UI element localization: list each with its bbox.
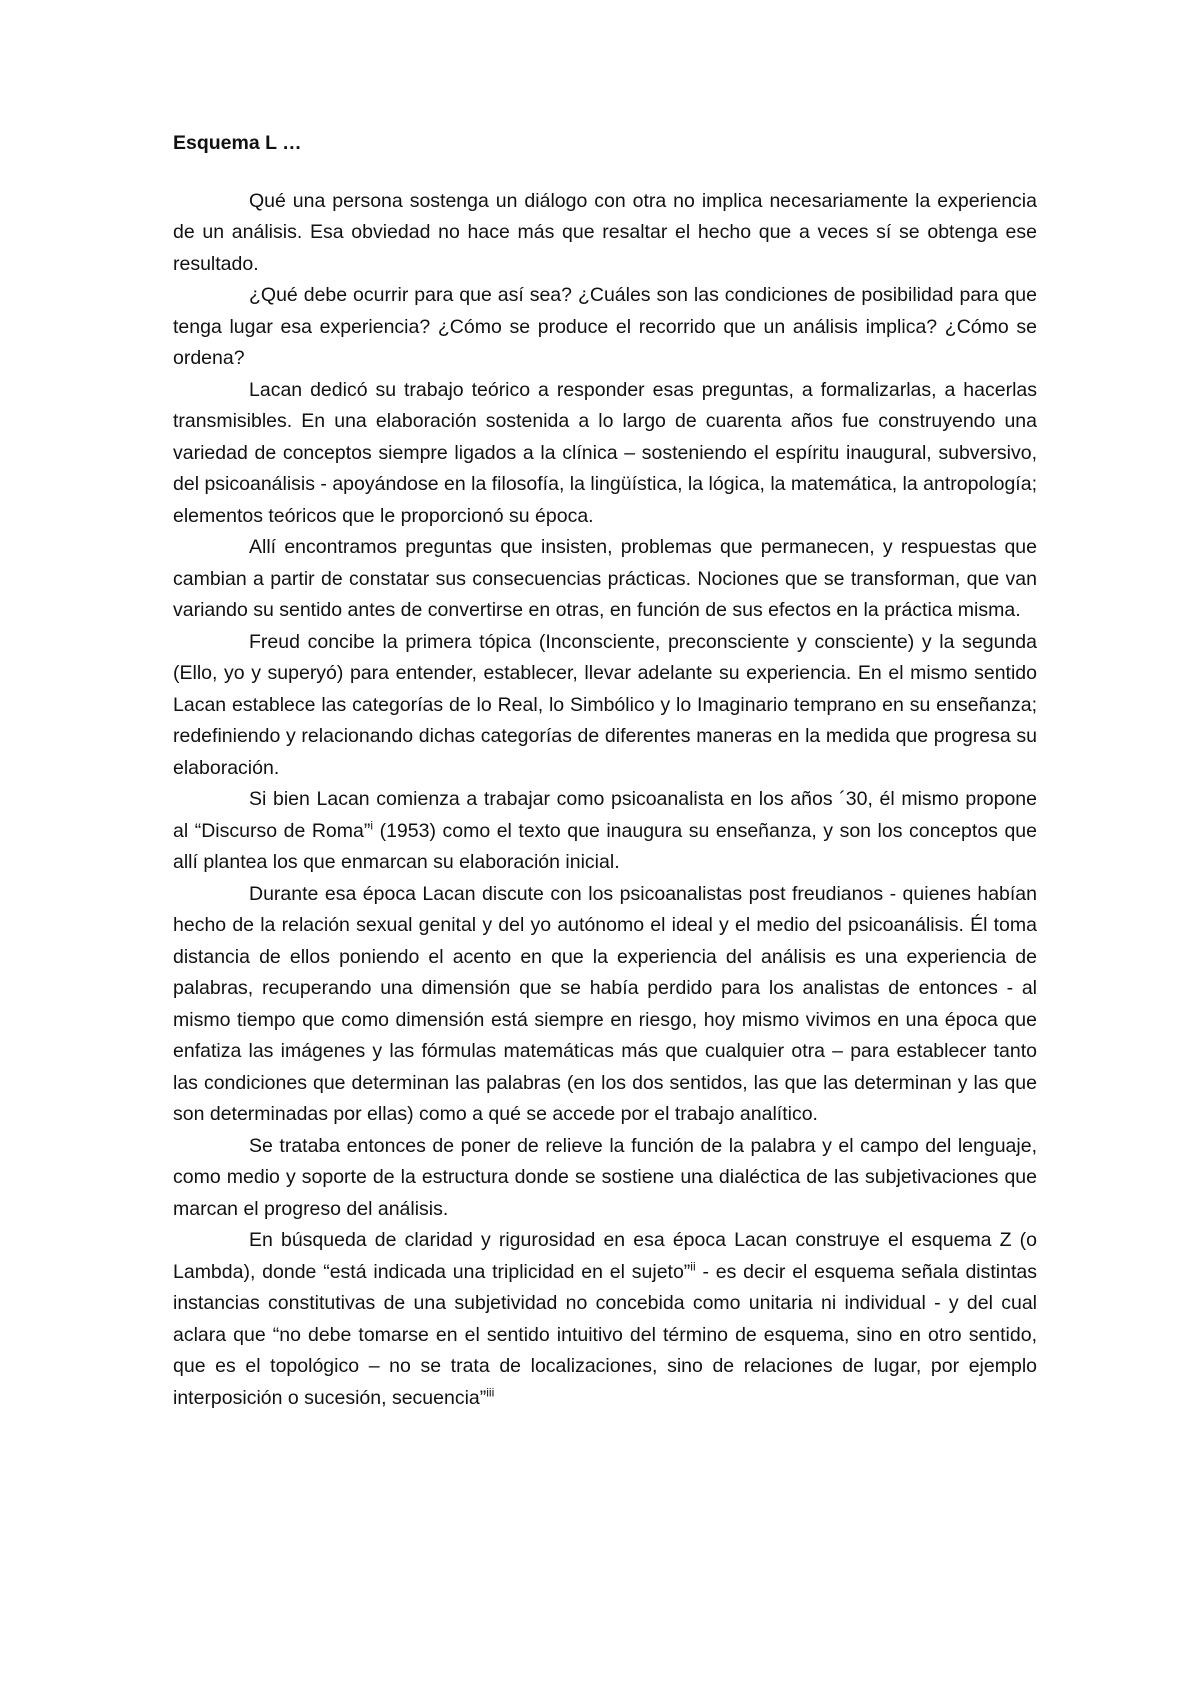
paragraph-8 bbox=[173, 1131, 1037, 1226]
document-title: Esquema L … bbox=[173, 132, 302, 154]
paragraph-text-cont: - es decir el esquema señala distintas instancias constitutivas de una subjetividad no concebida como unitaria ni individual - y del cual aclara que “no debe tomarse en el sentido intuitivo del término de esquema, sino en otro sentido, que es el topológico – no se trata de localizaciones, sino de relaciones de lugar, por ejemplo interposición o sucesión, secuencia” bbox=[173, 1260, 1037, 1409]
endnote-ref-iii[interactable]: iii bbox=[486, 1385, 495, 1399]
paragraph-4 bbox=[173, 532, 1037, 627]
endnote-ref-i[interactable]: i bbox=[370, 818, 374, 832]
paragraph-text: Durante esa época Lacan discute con los psicoanalistas post freudianos - quienes habían hecho de la relación sexual genital y del yo autónomo el ideal y el medio del psicoanálisis. Él toma distancia de ellos poniendo el acento en que la experiencia del análisis es una experiencia de palabras, recuperando una dimensión que se había perdido para los analistas de entonces - al mismo tiempo que como dimensión está siempre en riesgo, hoy mismo vivimos en una época que enfatiza las imágenes y las fórmulas matemáticas más que cualquier otra – para establecer tanto las condiciones que determinan las palabras (en los dos sentidos, las que las determinan y las que son determinadas por ellas) como a qué se accede por el trabajo analítico. bbox=[173, 882, 1037, 1125]
endnote-ref-ii[interactable]: ii bbox=[690, 1259, 696, 1273]
paragraph-text: En búsqueda de claridad y rigurosidad en esa época Lacan construye el esquema Z (o Lambda), donde “está indicada una triplicidad en el sujeto” bbox=[173, 1229, 1037, 1283]
paragraph-6 bbox=[173, 784, 1037, 879]
paragraph-1 bbox=[173, 186, 1037, 281]
paragraph-9 bbox=[173, 1225, 1037, 1414]
paragraph-7 bbox=[173, 879, 1037, 1131]
paragraph-text-cont: (1953) como el texto que inaugura su enseñanza, y son los conceptos que allí plantea los que enmarcan su elaboración inicial. bbox=[173, 819, 1037, 873]
document-page bbox=[173, 128, 1037, 1414]
paragraph-text: Freud concibe la primera tópica (Inconsciente, preconsciente y consciente) y la segunda (Ello, yo y superyó) para entender, establecer, llevar adelante su experiencia. En el mismo sentido Lacan establece las categorías de lo Real, lo Simbólico y lo Imaginario temprano en su enseñanza; redefiniendo y relacionando dichas categorías de diferentes maneras en la medida que progresa su elaboración. bbox=[173, 630, 1037, 779]
paragraph-3 bbox=[173, 375, 1037, 533]
paragraph-text: Se trataba entonces de poner de relieve la función de la palabra y el campo del lenguaje, como medio y soporte de la estructura donde se sostiene una dialéctica de las subjetivaciones que marcan el progreso del análisis. bbox=[173, 1134, 1037, 1220]
paragraph-text: Si bien Lacan comienza a trabajar como psicoanalista en los años ´30, él mismo propone al “Discurso de Roma” bbox=[173, 788, 1037, 842]
paragraph-text: Lacan dedicó su trabajo teórico a responder esas preguntas, a formalizarlas, a hacerlas transmisibles. En una elaboración sostenida a lo largo de cuarenta años fue construyendo una variedad de conceptos siempre ligados a la clínica – sosteniendo el espíritu inaugural, subversivo, del psicoanálisis - apoyándose en la filosofía, la lingüística, la lógica, la matemática, la antropología; elementos teóricos que le proporcionó su época. bbox=[173, 378, 1037, 527]
paragraph-text: Allí encontramos preguntas que insisten, problemas que permanecen, y respuestas que cambian a partir de constatar sus consecuencias prácticas. Nociones que se transforman, que van variando su sentido antes de convertirse en otras, en función de sus efectos en la práctica misma. bbox=[173, 536, 1037, 621]
paragraph-text: Qué una persona sostenga un diálogo con otra no implica necesariamente la experiencia de un análisis. Esa obviedad no hace más que resaltar el hecho que a veces sí se obtenga ese resultado. bbox=[173, 189, 1037, 275]
paragraph-5 bbox=[173, 627, 1037, 785]
paragraph-2 bbox=[173, 280, 1037, 375]
paragraph-text: ¿Qué debe ocurrir para que así sea? ¿Cuáles son las condiciones de posibilidad para que tenga lugar esa experiencia? ¿Cómo se produce el recorrido que un análisis implica? ¿Cómo se ordena? bbox=[173, 284, 1037, 369]
